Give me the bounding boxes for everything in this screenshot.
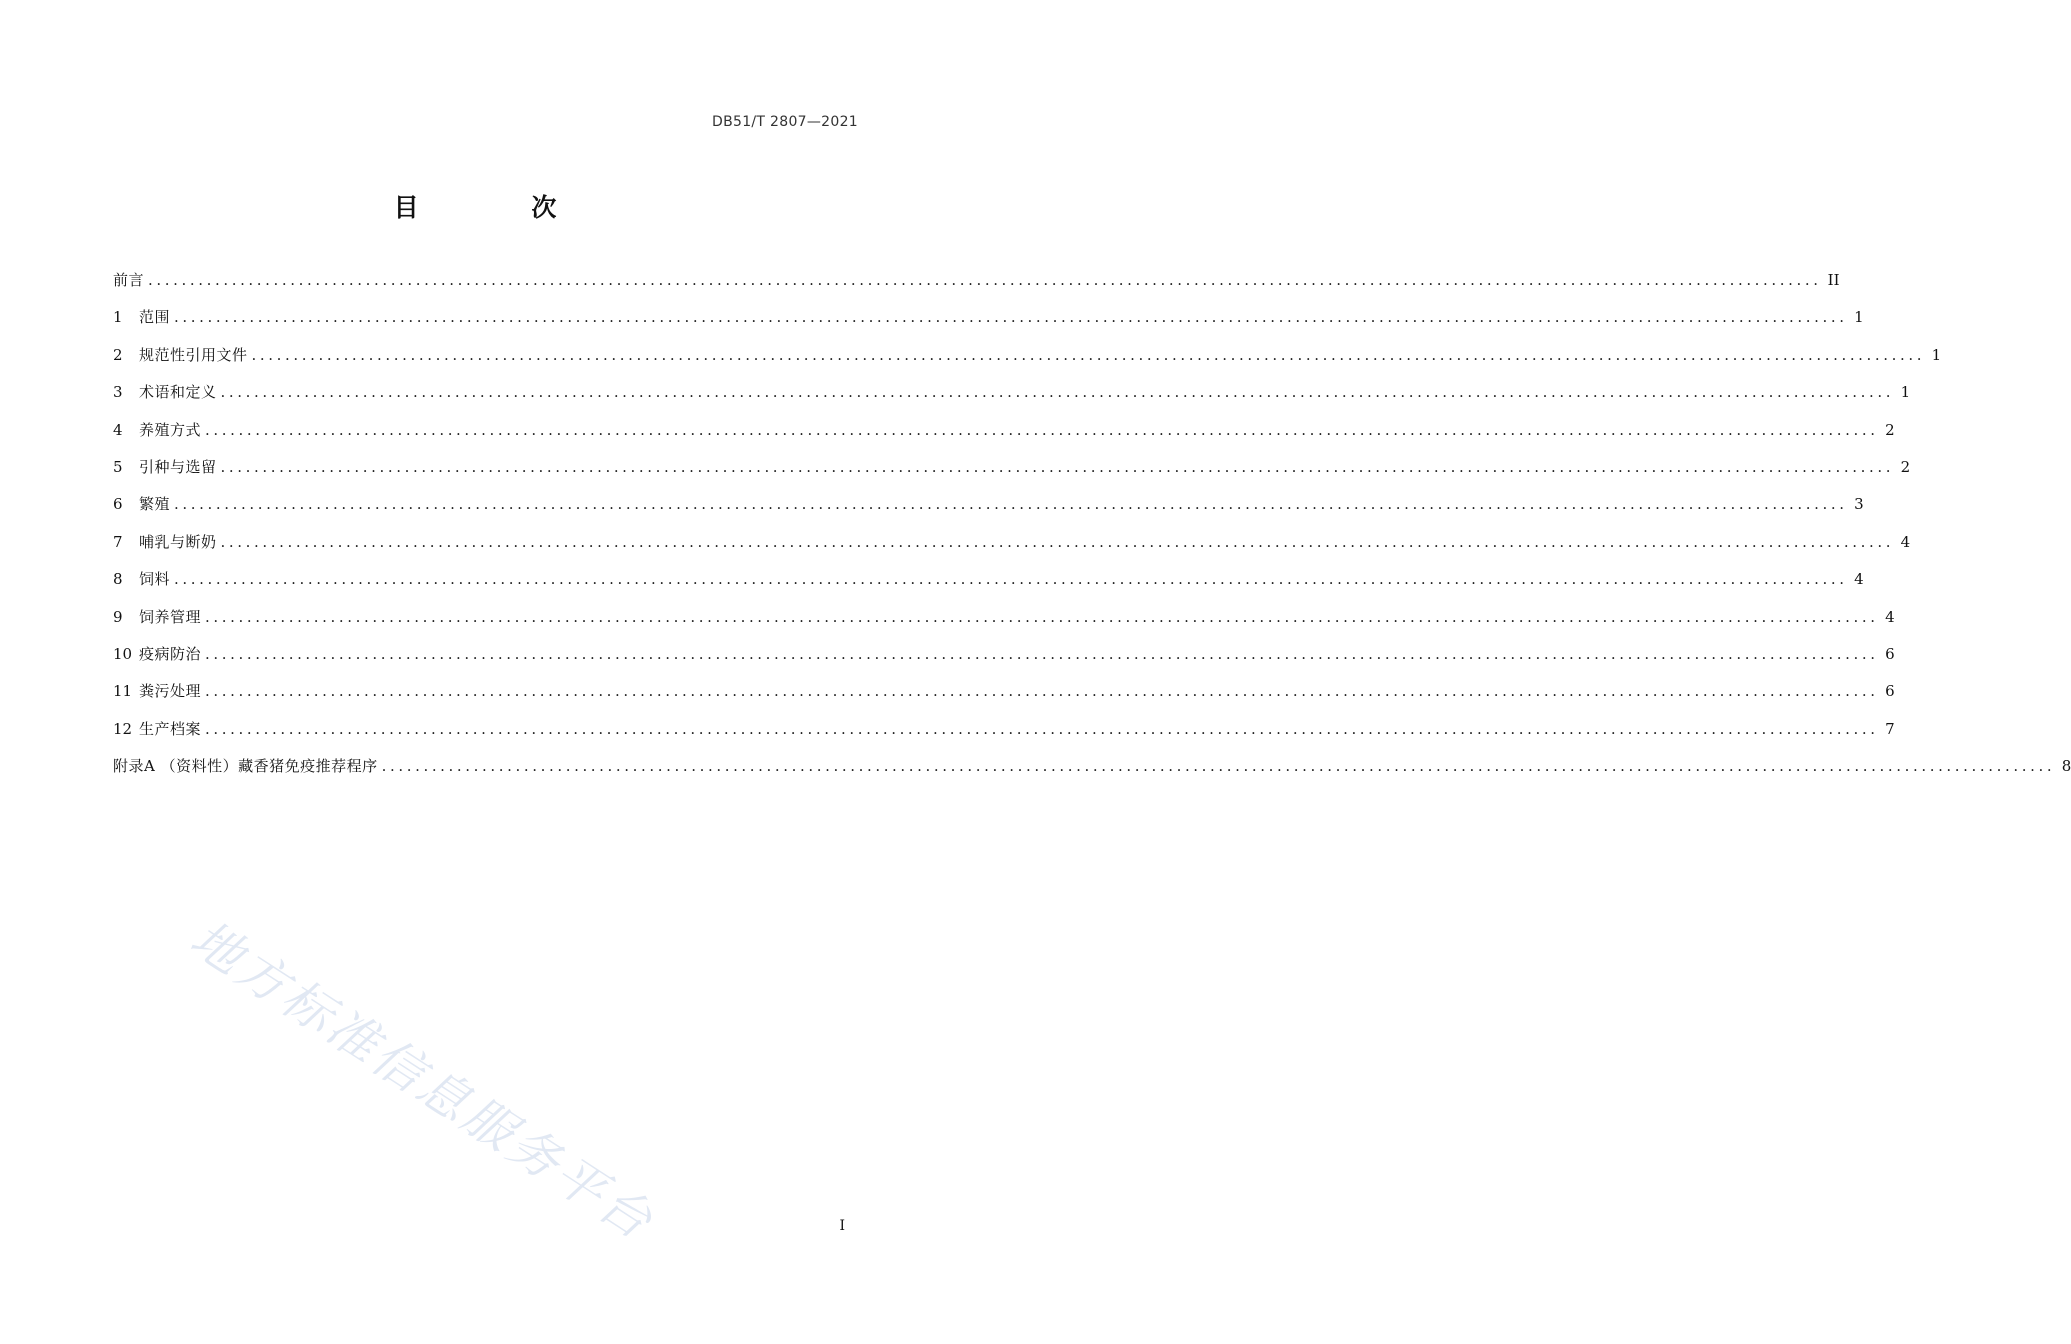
toc-leader-dots: ........................................................................................................................................................................................................: [205, 719, 1879, 738]
toc-entry-page: 2: [1885, 420, 1895, 439]
toc-entry-number: 12: [113, 719, 133, 738]
table-of-contents: [113, 268, 2071, 791]
toc-entry-9[interactable]: [113, 605, 1895, 642]
toc-entry-label: 粪污处理: [139, 682, 202, 701]
toc-entry-label: 范围: [139, 308, 171, 327]
toc-entry-page: 4: [1885, 607, 1895, 626]
toc-entry-label: 术语和定义: [139, 383, 217, 402]
toc-leader-dots: ........................................................................................................................................................................................................: [205, 644, 1879, 663]
toc-entry-number: 7: [113, 532, 123, 551]
page-number: I: [839, 1218, 845, 1234]
toc-entry-page: 1: [1854, 308, 1864, 327]
toc-entry-label: 疫病防治: [139, 644, 202, 663]
toc-leader-dots: ........................................................................................................................................................................................................: [205, 682, 1879, 701]
toc-entry-6[interactable]: [113, 492, 1864, 529]
toc-leader-dots: ........................................................................................................................................................................................................: [220, 532, 1895, 551]
toc-leader-dots: ........................................................................................................................................................................................................: [174, 570, 1848, 589]
toc-entry-label: 饲养管理: [139, 607, 202, 626]
watermark-text: 地方标准信息服务平台: [180, 909, 665, 1252]
toc-entry-page: 4: [1854, 570, 1864, 589]
page-title: 目 次: [393, 193, 609, 222]
toc-entry-5[interactable]: [113, 455, 1911, 492]
toc-entry-number: 8: [113, 570, 123, 589]
document-code: DB51/T 2807—2021: [712, 114, 858, 130]
toc-entry-1[interactable]: [113, 305, 1864, 342]
toc-entry-label: 养殖方式: [139, 420, 202, 439]
toc-entry-label: 前言: [113, 271, 145, 289]
toc-entry-7[interactable]: [113, 530, 1911, 567]
toc-entry-2[interactable]: [113, 343, 1942, 380]
toc-leader-dots: ........................................................................................................................................................................................................: [205, 607, 1879, 626]
toc-entry-page: 7: [1885, 719, 1895, 738]
toc-entry-page: 2: [1900, 457, 1911, 476]
toc-leader-dots: ........................................................................................................................................................................................................: [251, 345, 1926, 364]
toc-entry-label: 哺乳与断奶: [139, 532, 217, 551]
toc-entry-label: 生产档案: [139, 719, 202, 738]
toc-entry-number: 1: [113, 308, 123, 327]
toc-entry-label: 附录A （资料性）藏香猪免疫推荐程序: [113, 757, 378, 776]
toc-entry-8[interactable]: [113, 567, 1864, 604]
toc-entry-11[interactable]: [113, 679, 1895, 716]
toc-entry-label: 规范性引用文件: [139, 345, 248, 364]
toc-entry-number: 10: [113, 644, 133, 663]
toc-entry-appendix-a[interactable]: [113, 754, 2071, 791]
toc-entry-page: 8: [2061, 757, 2071, 776]
toc-entry-page: II: [1827, 271, 1840, 289]
toc-entry-label: 引种与选留: [139, 457, 217, 476]
toc-entry-label: 饲料: [139, 570, 171, 589]
toc-entry-number: 9: [113, 607, 123, 626]
toc-leader-dots: ........................................................................................................................................................................................................: [381, 757, 2056, 776]
toc-leader-dots: ........................................................................................................................................................................................................: [205, 420, 1879, 439]
toc-entry-10[interactable]: [113, 642, 1895, 679]
toc-entry-4[interactable]: [113, 418, 1895, 455]
toc-entry-page: 4: [1900, 532, 1911, 551]
toc-leader-dots: ........................................................................................................................................................................................................: [148, 271, 1822, 289]
toc-entry-foreword[interactable]: [113, 268, 1840, 305]
toc-entry-page: 1: [1900, 383, 1911, 402]
toc-leader-dots: ........................................................................................................................................................................................................: [174, 495, 1848, 514]
toc-entry-number: 6: [113, 495, 123, 514]
toc-entry-page: 6: [1885, 682, 1895, 701]
toc-entry-3[interactable]: [113, 380, 1911, 417]
toc-entry-label: 繁殖: [139, 495, 171, 514]
toc-entry-number: 11: [113, 682, 133, 701]
toc-entry-page: 6: [1885, 644, 1895, 663]
toc-entry-page: 3: [1854, 495, 1864, 514]
toc-entry-number: 5: [113, 457, 123, 476]
toc-entry-number: 2: [113, 345, 123, 364]
toc-leader-dots: ........................................................................................................................................................................................................: [220, 383, 1895, 402]
toc-entry-number: 4: [113, 420, 123, 439]
toc-leader-dots: ........................................................................................................................................................................................................: [220, 457, 1895, 476]
toc-entry-page: 1: [1931, 345, 1942, 364]
toc-entry-number: 3: [113, 383, 123, 402]
toc-leader-dots: ........................................................................................................................................................................................................: [174, 308, 1848, 327]
toc-entry-12[interactable]: [113, 717, 1895, 754]
